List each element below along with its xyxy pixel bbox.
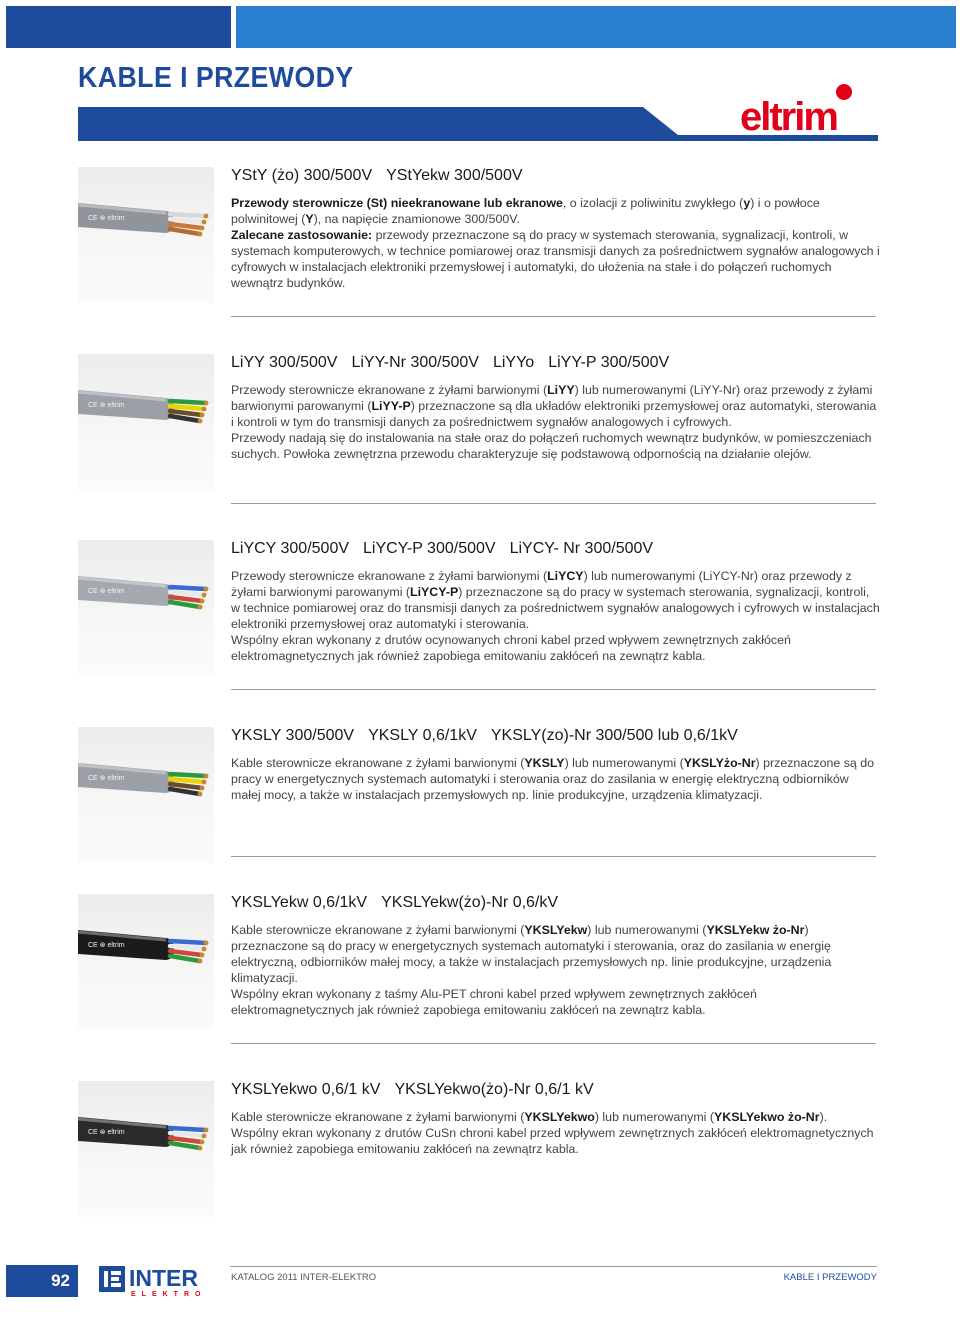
section-title-part: YStYekw 300/500V [386,167,523,184]
page-number-box [6,1265,78,1297]
cable-drawing [78,390,208,423]
product-section [78,894,878,1044]
section-title [231,1081,608,1099]
core-tip [198,792,203,797]
core-tip [202,407,207,412]
core-tip [200,953,205,958]
bold-text: LiYCY [547,569,584,583]
section-body [231,382,881,462]
cable-marking: CE ⊗ eltrim [88,775,125,782]
bold-text: Zalecane zastosowanie: [231,228,373,242]
cable-core [170,587,206,589]
cable-core [170,416,200,421]
section-paragraph: Wspólny ekran wykonany z drutów ocynowanych chroni kabel przed wpływem zewnętrznych zakłóceń elektromagnetycznych jak również zapobiega emitowaniu zakłóceń na zewnątrz kabla. [231,633,791,663]
section-paragraph: Przewody nadają się do instalowania na stałe oraz do połączeń ruchomych wewnątrz budynków, w pomieszczeniach suchych. Powłoka zewnętrzna przewodu charakteryzuje się podstawową odpornością na działanie olejów. [231,431,872,461]
bold-text: YKSLYekwo żo-Nr [714,1110,820,1124]
cable-core [170,1143,200,1148]
section-title-part: LiYCY-P 300/500V [363,540,496,557]
cable-icon [78,540,214,676]
cable-core [170,1133,204,1136]
section-title [231,167,537,185]
bold-text: Przewody sterownicze (St) nieekranowane lub ekranowe [231,196,563,210]
section-paragraph: Przewody sterownicze ekranowane z żyłami barwionymi (LiYY) lub numerowanymi (LiYY-Nr) oraz przewody z żyłami barwionymi parowanymi (LiYY-P) przeznaczone są dla układów elektroniki przemysłowej oraz automatyki, sterowania i kontroli w tym do transmisji danych za pośrednictwem sygnałów analogowych i cyfrowych. [231,383,877,429]
cable-core [170,1138,202,1142]
core-tip [202,947,207,952]
bold-text: YKSLYekwo [524,1110,595,1124]
cable-core [170,401,206,403]
cable-drawing [78,576,208,609]
section-title-part: YKSLY 0,6/1kV [368,727,477,744]
core-tip [202,1134,207,1139]
cable-marking: CE ⊗ eltrim [88,942,125,949]
section-divider [231,316,876,317]
core-tip [204,214,209,219]
cable-core [170,941,206,943]
cable-core [170,1128,206,1130]
cable-core [170,592,204,595]
page-number: 92 [51,1271,70,1290]
section-title [231,894,572,912]
inter-elektro-logo [99,1262,209,1298]
section-title-part: LiYYo [492,354,535,371]
bold-text: Y [305,212,314,226]
product-section [78,167,878,317]
core-tip [198,1146,203,1151]
footer-catalog-text: KATALOG 2011 INTER-ELEKTRO [231,1272,377,1283]
cable-drawing [78,763,208,796]
cable-marking: CE ⊗ eltrim [88,1129,125,1136]
logo-text: eltrim [740,95,837,134]
section-body [231,195,881,291]
header-bar-dark [6,6,231,48]
cable-drawing [78,1117,208,1150]
section-title-part: LiYCY 300/500V [231,540,350,557]
section-title-part: YKSLYekwo 0,6/1 kV [231,1081,381,1098]
cable-drawing [78,930,208,963]
cable-core [170,229,200,234]
cable-marking: CE ⊗ eltrim [88,402,125,409]
core-tip [198,419,203,424]
core-tip [198,959,203,964]
cable-image [78,727,214,863]
section-title [231,727,752,745]
section-paragraph: Kable sterownicze ekranowane z żyłami barwionymi (YKSLY) lub numerowanymi (YKSLYżo-Nr) przeznaczone są do pracy w energetycznych systemach automatyki i sterowania oraz do zasilania w energię elektryczną odbiorników małej mocy, a także w instalacjach przemysłowych np. linie produkcyjne, urządzenia klimatyzacji. [231,756,875,802]
header-bar-light [236,6,956,48]
core-tip [204,941,209,946]
logo-main: INTER [129,1265,198,1291]
core-tip [204,587,209,592]
bold-text: LiYY [547,383,575,397]
cable-image [78,354,214,490]
section-paragraph: Zalecane zastosowanie: przewody przeznaczone są do pracy w systemach sterowania, sygnalizacji, kontroli, w systemach komputerowych, w technice pomiarowej oraz transmisji danych za pośrednictwem sygnałów analogowych i cyfrowych w instalacjach elektroniki przemysłowej i automatyki, do ułożenia na stałe i do połączeń ruchomych wewnątrz budynków. [231,228,880,290]
section-body [231,1109,881,1157]
cable-core [170,219,204,222]
cable-drawing [78,203,208,236]
cable-core [170,784,202,788]
core-tip [200,1140,205,1145]
logo-sub: ELEKTRO [131,1291,207,1298]
section-paragraph: Wspólny ekran wykonany z taśmy Alu-PET chroni kabel przed wpływem zewnętrznych zakłóceń elektromagnetycznych jak również zapobiega emitowaniu zakłóceń na zewnątrz kabla. [231,987,757,1017]
product-section [78,727,878,877]
cable-core [170,411,202,415]
cable-image [78,167,214,303]
cable-icon [78,354,214,490]
section-paragraph: Kable sterownicze ekranowane z żyłami barwionymi (YKSLYekw) lub numerowanymi (YKSLYekw żo-Nr) przeznaczone są do pracy w energetycznych systemach automatyki i sterowania, oraz do zasilania w energię elektryczną, odbiorników małej mocy, a także w instalacjach przemysłowych np. linie produkcyjne, urządzenia klimatyzacji. [231,923,832,985]
bold-text: LiYY-P [371,399,411,413]
product-section [78,540,878,690]
core-tip [202,220,207,225]
section-body [231,755,881,803]
core-tip [204,401,209,406]
cable-marking: CE ⊗ eltrim [88,588,125,595]
section-title-part: LiYCY- Nr 300/500V [509,540,654,557]
bold-text: YKSLYżo-Nr [683,756,756,770]
cable-core [170,602,200,607]
footer-section-text: KABLE I PRZEWODY [783,1272,877,1283]
section-divider [231,689,876,690]
cable-icon [78,894,214,1030]
cable-core [170,224,202,228]
cable-core [170,774,206,776]
section-title [231,354,683,372]
section-title-part: LiYY-P 300/500V [548,354,670,371]
core-tip [204,1128,209,1133]
core-tip [202,780,207,785]
section-divider [231,856,876,857]
footer-divider [230,1266,877,1267]
bold-text: LiYCY-P [410,585,459,599]
core-tip [204,774,209,779]
cable-image [78,894,214,1030]
cable-core [170,779,204,782]
cable-image [78,1081,214,1217]
cable-icon [78,727,214,863]
cable-core [170,597,202,601]
eltrim-logo [738,82,863,134]
section-title-part: YStY (żo) 300/500V [231,167,373,184]
section-body [231,568,881,664]
core-tip [202,593,207,598]
bold-text: YKSLY [524,756,565,770]
cable-core [170,789,200,794]
core-tip [200,226,205,231]
page-title: KABLE I PRZEWODY [78,62,354,94]
section-title-part: YKSLY(zo)-Nr 300/500 lub 0,6/1kV [490,727,738,744]
section-title-part: LiYY 300/500V [231,354,338,371]
core-tip [200,786,205,791]
section-paragraph: Przewody sterownicze ekranowane z żyłami barwionymi (LiYCY) lub numerowanymi (LiYCY-Nr) oraz przewody z żyłami barwionymi parowanymi (LiYCY-P) przeznaczone są do pracy w systemach sterowania, sygnalizacji, kontroli, w technice pomiarowej oraz do transmisji danych za pośrednictwem sygnałów analogowych i cyfrowych w instalacjach elektroniki przemysłowej oraz automatyki i sterowania. [231,569,880,631]
cable-core [170,951,202,955]
bold-text: y [743,196,751,210]
cable-core [170,946,204,949]
section-title-part: YKSLYekw 0,6/1kV [231,894,368,911]
cable-icon [78,167,214,303]
bold-text: YKSLYekw [524,923,588,937]
section-title-part: YKSLY 300/500V [231,727,355,744]
core-tip [198,605,203,610]
cable-core [170,406,204,409]
section-divider [231,503,876,504]
core-tip [198,232,203,237]
product-section [78,354,878,504]
core-tip [200,413,205,418]
section-title-part: LiYY-Nr 300/500V [351,354,479,371]
section-title [231,540,667,558]
section-title-part: YKSLYekwo(żo)-Nr 0,6/1 kV [394,1081,594,1098]
section-title-part: YKSLYekw(żo)-Nr 0,6/kV [381,894,559,911]
bold-text: YKSLYekw żo-Nr [706,923,805,937]
cable-icon [78,1081,214,1217]
section-body [231,922,881,1018]
cable-image [78,540,214,676]
cable-marking: CE ⊗ eltrim [88,215,125,222]
section-paragraph: Kable sterownicze ekranowane z żyłami barwionymi (YKSLYekwo) lub numerowanymi (YKSLYekwo żo-Nr). [231,1110,828,1124]
product-section [78,1081,878,1221]
core-tip [200,599,205,604]
section-paragraph: Wspólny ekran wykonany z drutów CuSn chroni kabel przed wpływem zewnętrznych zakłóceń elektromagnetycznych jak również zapobiega emitowaniu zakłóceń na zewnątrz kabla. [231,1126,874,1156]
section-paragraph: Przewody sterownicze (St) nieekranowane lub ekranowe, o izolacji z poliwinitu zwykłego (y) i o powłoce polwinitowej (Y), na napięcie znamionowe 300/500V. [231,196,820,226]
cable-core [170,956,200,961]
cable-core [170,214,206,216]
section-divider [231,1043,876,1044]
